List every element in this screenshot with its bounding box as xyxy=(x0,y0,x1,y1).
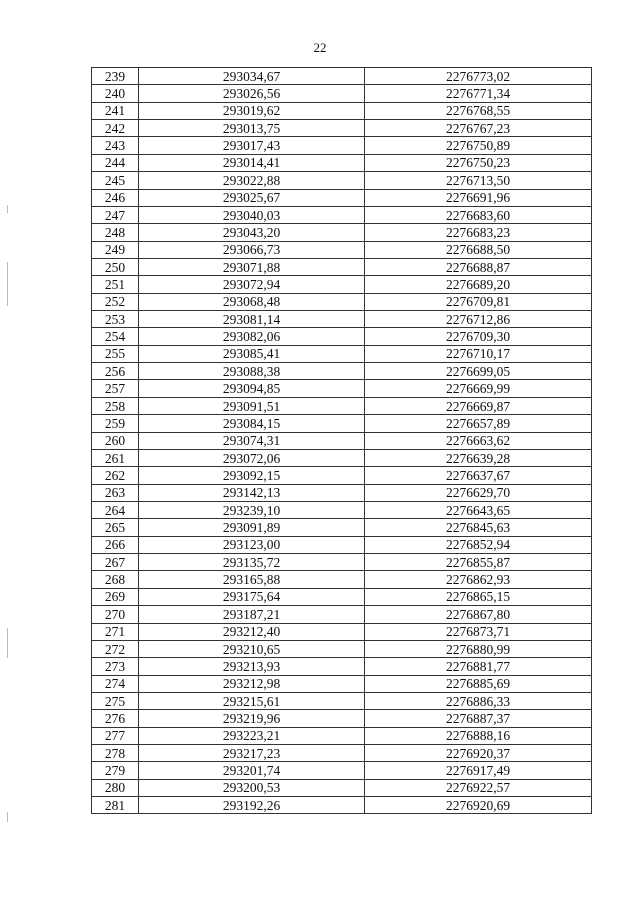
y-coordinate-cell: 2276709,30 xyxy=(365,328,592,345)
point-number-cell: 258 xyxy=(92,397,139,414)
point-number-cell: 251 xyxy=(92,276,139,293)
point-number-cell: 272 xyxy=(92,640,139,657)
table-row xyxy=(92,276,592,293)
table-row xyxy=(92,484,592,501)
y-coordinate-cell: 2276712,86 xyxy=(365,311,592,328)
point-number-cell: 276 xyxy=(92,710,139,727)
y-coordinate-cell: 2276881,77 xyxy=(365,658,592,675)
table-row xyxy=(92,380,592,397)
table-row xyxy=(92,137,592,154)
table-row xyxy=(92,206,592,223)
table-row xyxy=(92,363,592,380)
y-coordinate-cell: 2276771,34 xyxy=(365,85,592,102)
point-number-cell: 243 xyxy=(92,137,139,154)
table-row xyxy=(92,415,592,432)
y-coordinate-cell: 2276920,37 xyxy=(365,745,592,762)
x-coordinate-cell: 293014,41 xyxy=(139,154,365,171)
x-coordinate-cell: 293088,38 xyxy=(139,363,365,380)
point-number-cell: 255 xyxy=(92,345,139,362)
x-coordinate-cell: 293165,88 xyxy=(139,571,365,588)
point-number-cell: 241 xyxy=(92,102,139,119)
y-coordinate-cell: 2276920,69 xyxy=(365,797,592,814)
point-number-cell: 265 xyxy=(92,519,139,536)
x-coordinate-cell: 293223,21 xyxy=(139,727,365,744)
table-row xyxy=(92,710,592,727)
table-row xyxy=(92,397,592,414)
point-number-cell: 248 xyxy=(92,224,139,241)
y-coordinate-cell: 2276683,23 xyxy=(365,224,592,241)
table-row xyxy=(92,224,592,241)
y-coordinate-cell: 2276710,17 xyxy=(365,345,592,362)
x-coordinate-cell: 293212,98 xyxy=(139,675,365,692)
y-coordinate-cell: 2276691,96 xyxy=(365,189,592,206)
table-row xyxy=(92,258,592,275)
y-coordinate-cell: 2276845,63 xyxy=(365,519,592,536)
point-number-cell: 249 xyxy=(92,241,139,258)
x-coordinate-cell: 293022,88 xyxy=(139,172,365,189)
x-coordinate-cell: 293040,03 xyxy=(139,206,365,223)
table-row xyxy=(92,797,592,814)
table-row xyxy=(92,311,592,328)
table-row xyxy=(92,692,592,709)
y-coordinate-cell: 2276885,69 xyxy=(365,675,592,692)
x-coordinate-cell: 293082,06 xyxy=(139,328,365,345)
point-number-cell: 259 xyxy=(92,415,139,432)
x-coordinate-cell: 293026,56 xyxy=(139,85,365,102)
point-number-cell: 278 xyxy=(92,745,139,762)
x-coordinate-cell: 293094,85 xyxy=(139,380,365,397)
point-number-cell: 271 xyxy=(92,623,139,640)
x-coordinate-cell: 293072,94 xyxy=(139,276,365,293)
point-number-cell: 246 xyxy=(92,189,139,206)
scan-margin-mark xyxy=(7,812,8,822)
y-coordinate-cell: 2276689,20 xyxy=(365,276,592,293)
table-row xyxy=(92,501,592,518)
y-coordinate-cell: 2276637,67 xyxy=(365,467,592,484)
table-row xyxy=(92,623,592,640)
table-row xyxy=(92,640,592,657)
y-coordinate-cell: 2276852,94 xyxy=(365,536,592,553)
x-coordinate-cell: 293091,89 xyxy=(139,519,365,536)
x-coordinate-cell: 293092,15 xyxy=(139,467,365,484)
x-coordinate-cell: 293074,31 xyxy=(139,432,365,449)
point-number-cell: 252 xyxy=(92,293,139,310)
y-coordinate-cell: 2276917,49 xyxy=(365,762,592,779)
table-row xyxy=(92,675,592,692)
point-number-cell: 263 xyxy=(92,484,139,501)
table-row xyxy=(92,172,592,189)
x-coordinate-cell: 293175,64 xyxy=(139,588,365,605)
point-number-cell: 260 xyxy=(92,432,139,449)
scan-margin-mark xyxy=(7,628,8,658)
x-coordinate-cell: 293192,26 xyxy=(139,797,365,814)
y-coordinate-cell: 2276767,23 xyxy=(365,120,592,137)
x-coordinate-cell: 293072,06 xyxy=(139,449,365,466)
x-coordinate-cell: 293019,62 xyxy=(139,102,365,119)
point-number-cell: 281 xyxy=(92,797,139,814)
point-number-cell: 245 xyxy=(92,172,139,189)
coordinates-table xyxy=(91,67,592,814)
table-row xyxy=(92,449,592,466)
x-coordinate-cell: 293239,10 xyxy=(139,501,365,518)
point-number-cell: 268 xyxy=(92,571,139,588)
y-coordinate-cell: 2276750,89 xyxy=(365,137,592,154)
table-row xyxy=(92,154,592,171)
y-coordinate-cell: 2276922,57 xyxy=(365,779,592,796)
point-number-cell: 239 xyxy=(92,68,139,85)
y-coordinate-cell: 2276867,80 xyxy=(365,606,592,623)
table-row xyxy=(92,120,592,137)
x-coordinate-cell: 293219,96 xyxy=(139,710,365,727)
table-row xyxy=(92,328,592,345)
table-row xyxy=(92,588,592,605)
point-number-cell: 253 xyxy=(92,311,139,328)
point-number-cell: 274 xyxy=(92,675,139,692)
point-number-cell: 256 xyxy=(92,363,139,380)
table-row xyxy=(92,189,592,206)
y-coordinate-cell: 2276657,89 xyxy=(365,415,592,432)
x-coordinate-cell: 293210,65 xyxy=(139,640,365,657)
coordinates-table-body xyxy=(92,68,592,814)
x-coordinate-cell: 293200,53 xyxy=(139,779,365,796)
y-coordinate-cell: 2276888,16 xyxy=(365,727,592,744)
y-coordinate-cell: 2276865,15 xyxy=(365,588,592,605)
y-coordinate-cell: 2276639,28 xyxy=(365,449,592,466)
x-coordinate-cell: 293135,72 xyxy=(139,554,365,571)
y-coordinate-cell: 2276886,33 xyxy=(365,692,592,709)
y-coordinate-cell: 2276699,05 xyxy=(365,363,592,380)
x-coordinate-cell: 293034,67 xyxy=(139,68,365,85)
table-row xyxy=(92,432,592,449)
x-coordinate-cell: 293081,14 xyxy=(139,311,365,328)
table-row xyxy=(92,745,592,762)
point-number-cell: 264 xyxy=(92,501,139,518)
x-coordinate-cell: 293123,00 xyxy=(139,536,365,553)
point-number-cell: 261 xyxy=(92,449,139,466)
point-number-cell: 270 xyxy=(92,606,139,623)
y-coordinate-cell: 2276669,87 xyxy=(365,397,592,414)
y-coordinate-cell: 2276643,65 xyxy=(365,501,592,518)
y-coordinate-cell: 2276862,93 xyxy=(365,571,592,588)
point-number-cell: 273 xyxy=(92,658,139,675)
point-number-cell: 250 xyxy=(92,258,139,275)
table-row xyxy=(92,762,592,779)
x-coordinate-cell: 293091,51 xyxy=(139,397,365,414)
table-row xyxy=(92,293,592,310)
table-row xyxy=(92,727,592,744)
table-row xyxy=(92,779,592,796)
y-coordinate-cell: 2276880,99 xyxy=(365,640,592,657)
point-number-cell: 269 xyxy=(92,588,139,605)
point-number-cell: 254 xyxy=(92,328,139,345)
y-coordinate-cell: 2276855,87 xyxy=(365,554,592,571)
y-coordinate-cell: 2276887,37 xyxy=(365,710,592,727)
point-number-cell: 266 xyxy=(92,536,139,553)
y-coordinate-cell: 2276683,60 xyxy=(365,206,592,223)
y-coordinate-cell: 2276713,50 xyxy=(365,172,592,189)
table-row xyxy=(92,102,592,119)
table-row xyxy=(92,571,592,588)
point-number-cell: 279 xyxy=(92,762,139,779)
x-coordinate-cell: 293217,23 xyxy=(139,745,365,762)
table-row xyxy=(92,68,592,85)
page-number: 22 xyxy=(313,40,327,55)
point-number-cell: 257 xyxy=(92,380,139,397)
x-coordinate-cell: 293068,48 xyxy=(139,293,365,310)
x-coordinate-cell: 293017,43 xyxy=(139,137,365,154)
y-coordinate-cell: 2276669,99 xyxy=(365,380,592,397)
table-row xyxy=(92,519,592,536)
x-coordinate-cell: 293212,40 xyxy=(139,623,365,640)
point-number-cell: 280 xyxy=(92,779,139,796)
table-row xyxy=(92,536,592,553)
x-coordinate-cell: 293142,13 xyxy=(139,484,365,501)
x-coordinate-cell: 293071,88 xyxy=(139,258,365,275)
x-coordinate-cell: 293013,75 xyxy=(139,120,365,137)
point-number-cell: 244 xyxy=(92,154,139,171)
y-coordinate-cell: 2276688,87 xyxy=(365,258,592,275)
x-coordinate-cell: 293025,67 xyxy=(139,189,365,206)
x-coordinate-cell: 293066,73 xyxy=(139,241,365,258)
scan-margin-mark xyxy=(7,205,8,213)
x-coordinate-cell: 293085,41 xyxy=(139,345,365,362)
table-row xyxy=(92,467,592,484)
x-coordinate-cell: 293213,93 xyxy=(139,658,365,675)
x-coordinate-cell: 293187,21 xyxy=(139,606,365,623)
y-coordinate-cell: 2276768,55 xyxy=(365,102,592,119)
y-coordinate-cell: 2276873,71 xyxy=(365,623,592,640)
table-row xyxy=(92,345,592,362)
y-coordinate-cell: 2276750,23 xyxy=(365,154,592,171)
table-row xyxy=(92,554,592,571)
point-number-cell: 277 xyxy=(92,727,139,744)
table-row xyxy=(92,658,592,675)
point-number-cell: 275 xyxy=(92,692,139,709)
table-row xyxy=(92,85,592,102)
x-coordinate-cell: 293215,61 xyxy=(139,692,365,709)
y-coordinate-cell: 2276663,62 xyxy=(365,432,592,449)
x-coordinate-cell: 293043,20 xyxy=(139,224,365,241)
y-coordinate-cell: 2276773,02 xyxy=(365,68,592,85)
x-coordinate-cell: 293084,15 xyxy=(139,415,365,432)
point-number-cell: 262 xyxy=(92,467,139,484)
table-row xyxy=(92,606,592,623)
table-row xyxy=(92,241,592,258)
scan-margin-mark xyxy=(7,262,8,306)
point-number-cell: 247 xyxy=(92,206,139,223)
point-number-cell: 242 xyxy=(92,120,139,137)
y-coordinate-cell: 2276629,70 xyxy=(365,484,592,501)
point-number-cell: 267 xyxy=(92,554,139,571)
y-coordinate-cell: 2276688,50 xyxy=(365,241,592,258)
x-coordinate-cell: 293201,74 xyxy=(139,762,365,779)
point-number-cell: 240 xyxy=(92,85,139,102)
y-coordinate-cell: 2276709,81 xyxy=(365,293,592,310)
